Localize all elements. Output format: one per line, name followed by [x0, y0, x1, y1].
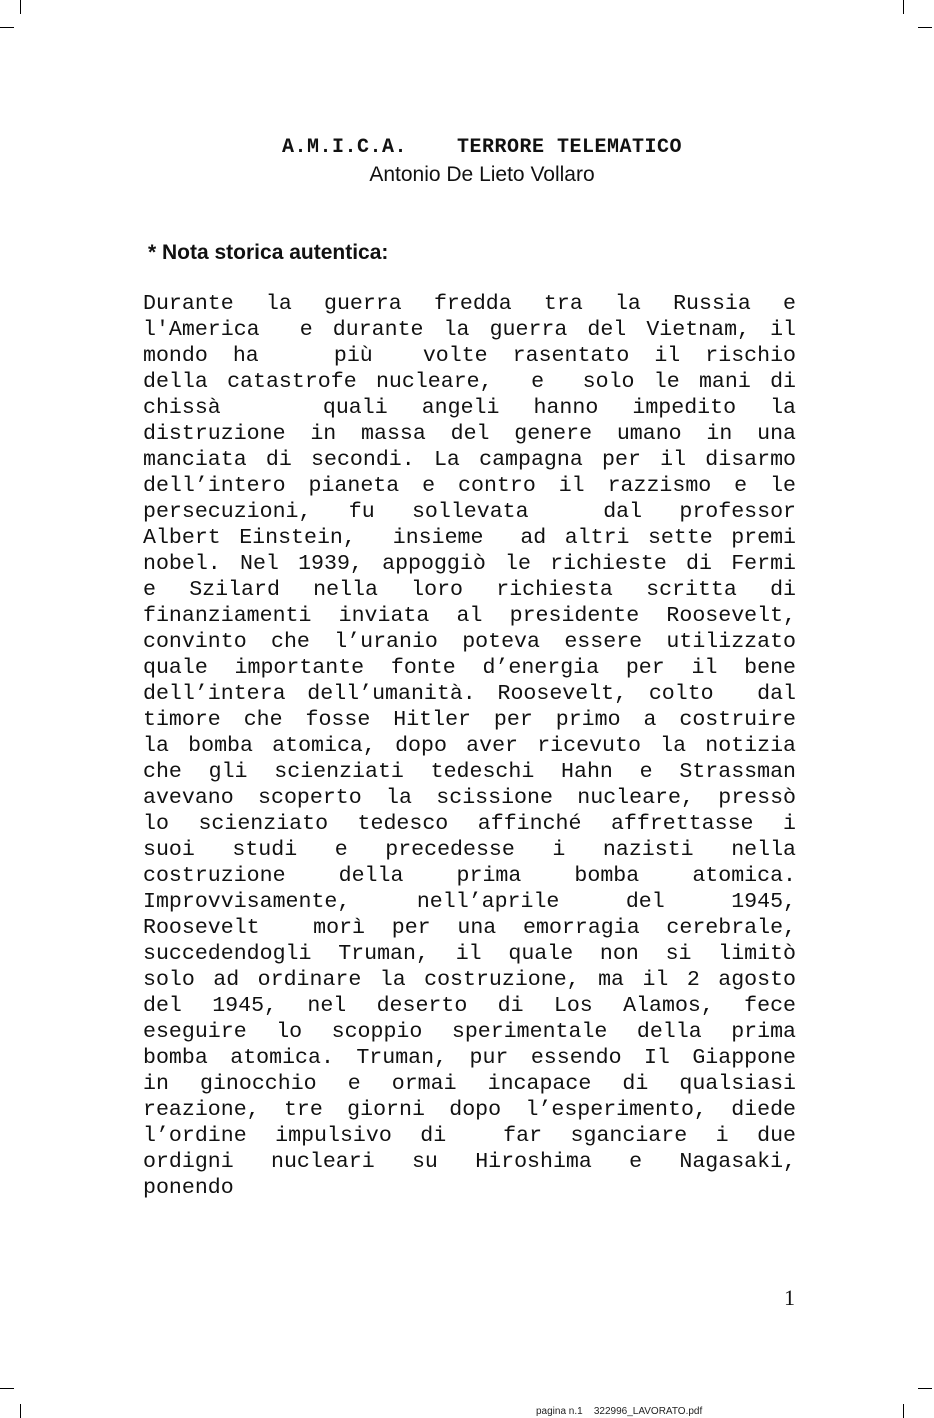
crop-mark-bottom-right-vertical — [903, 1404, 904, 1418]
body-line: persecuzioni, fu sollevata dal professor — [143, 500, 796, 524]
body-line: dell’intera dell’umanità. Roosevelt, colto dal — [143, 682, 796, 706]
section-heading: * Nota storica autentica: — [148, 241, 389, 264]
document-title — [0, 136, 934, 159]
body-line: l'America e durante la guerra del Vietnam, il — [143, 318, 796, 342]
crop-mark-bottom-left-vertical — [20, 1404, 21, 1418]
body-line: eseguire lo scoppio sperimentale della prima — [143, 1020, 796, 1044]
body-line: lo scienziato tedesco affinché affrettasse i — [143, 812, 796, 836]
body-line: Improvvisamente, nell’aprile del 1945, — [143, 890, 796, 914]
body-paragraph — [143, 291, 796, 1201]
body-line: quale importante fonte d’energia per il bene — [143, 656, 796, 680]
body-line: in ginocchio e ormai incapace di qualsiasi — [143, 1072, 796, 1096]
body-line: finanziamenti inviata al presidente Roosevelt, — [143, 604, 796, 628]
body-line: dell’intero pianeta e contro il razzismo e le — [143, 474, 796, 498]
body-line: l’ordine impulsivo di far sganciare i due — [143, 1124, 796, 1148]
body-line: succedendogli Truman, il quale non si limitò — [143, 942, 796, 966]
title-gap — [407, 136, 457, 159]
crop-mark-top-right-vertical — [903, 0, 904, 14]
body-line: timore che fosse Hitler per primo a costruire — [143, 708, 796, 732]
footer-file: 322996_LAVORATO.pdf — [593, 1406, 703, 1417]
body-line: convinto che l’uranio poteva essere utilizzato — [143, 630, 796, 654]
author-name: Antonio De Lieto Vollaro — [369, 163, 595, 186]
body-line: manciata di secondi. La campagna per il disarmo — [143, 448, 796, 472]
body-line: Roosevelt morì per una emorragia cerebrale, — [143, 916, 796, 940]
body-line: distruzione in massa del genere umano in una — [143, 422, 796, 446]
crop-mark-top-right-horizontal — [918, 27, 932, 28]
body-line: del 1945, nel deserto di Los Alamos, fece — [143, 994, 796, 1018]
body-line: nobel. Nel 1939, appoggiò le richieste di Fermi — [143, 552, 796, 576]
page-number: 1 — [784, 1285, 795, 1310]
title-left: A.M.I.C.A. — [281, 136, 407, 159]
body-line: costruzione della prima bomba atomica. — [143, 864, 796, 888]
crop-mark-top-left-vertical — [20, 0, 21, 14]
body-line: che gli scienziati tedeschi Hahn e Strassman — [143, 760, 796, 784]
crop-mark-bottom-left-horizontal — [0, 1388, 14, 1389]
body-line: Durante la guerra fredda tra la Russia e — [143, 292, 796, 316]
body-line: la bomba atomica, dopo aver ricevuto la notizia — [143, 734, 796, 758]
body-line: suoi studi e precedesse i nazisti nella — [143, 838, 796, 862]
body-line: reazione, tre giorni dopo l’esperimento, diede — [143, 1098, 796, 1122]
body-line: solo ad ordinare la costruzione, ma il 2 agosto — [143, 968, 796, 992]
body-line: chissà quali angeli hanno impedito la — [143, 396, 796, 420]
footer-page: pagina n.1 — [536, 1406, 583, 1417]
body-line: Albert Einstein, insieme ad altri sette premi — [143, 526, 796, 550]
body-line: bomba atomica. Truman, pur essendo Il Giappone — [143, 1046, 796, 1070]
title-right: TERRORE TELEMATICO — [457, 136, 683, 159]
body-line: mondo ha più volte rasentato il rischio — [143, 344, 796, 368]
crop-mark-bottom-right-horizontal — [918, 1388, 932, 1389]
body-line: avevano scoperto la scissione nucleare, pressò — [143, 786, 796, 810]
body-line: e Szilard nella loro richiesta scritta di — [143, 578, 796, 602]
body-line: della catastrofe nucleare, e solo le mani di — [143, 370, 796, 394]
footer — [536, 1406, 702, 1417]
crop-mark-top-left-horizontal — [0, 27, 14, 28]
body-line: ordigni nucleari su Hiroshima e Nagasaki, — [143, 1150, 796, 1174]
body-line: ponendo — [143, 1176, 234, 1200]
